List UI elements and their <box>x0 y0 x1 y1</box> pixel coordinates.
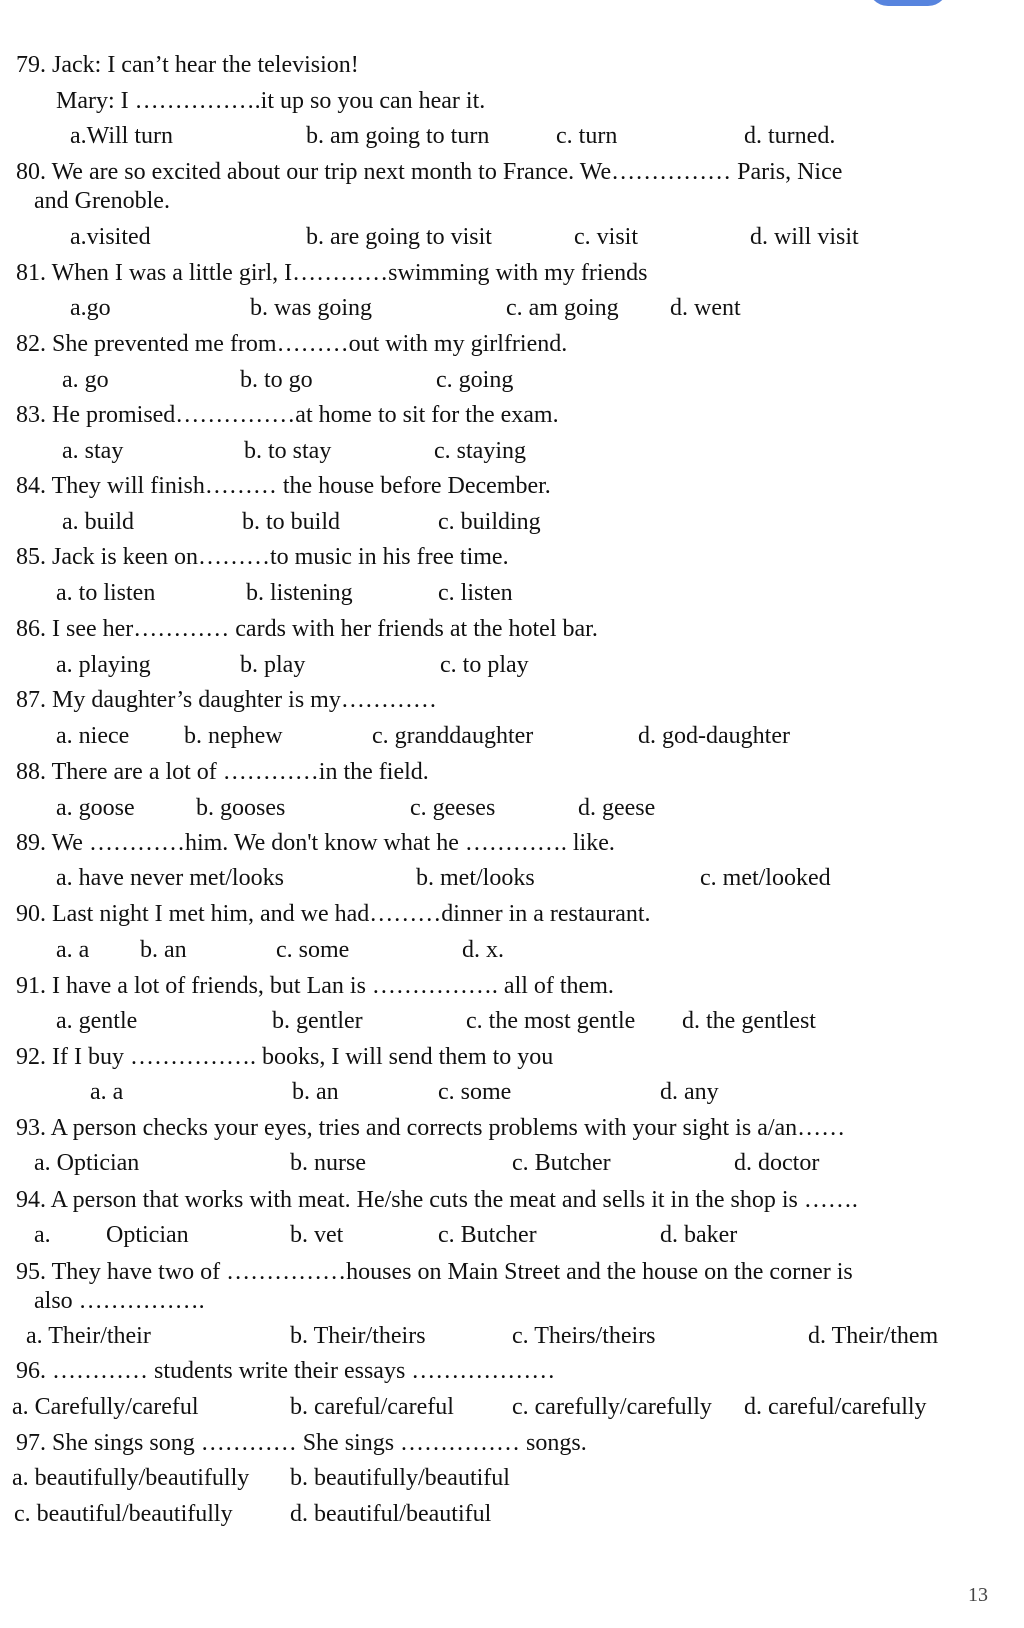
question-88-stem: 88. There are a lot of …………in the field. <box>16 759 429 785</box>
question-91-option-d: d. the gentlest <box>682 1008 816 1034</box>
question-91-option-b: b. gentler <box>272 1008 363 1034</box>
question-96-option-d: d. careful/carefully <box>744 1394 927 1420</box>
question-91-option-c: c. the most gentle <box>466 1008 636 1034</box>
question-90-option-b: b. an <box>140 937 187 963</box>
question-80-option-c: c. visit <box>574 224 638 250</box>
question-97-option-d: d. beautiful/beautiful <box>290 1501 492 1527</box>
question-87-option-a: a. niece <box>56 723 130 749</box>
question-83-option-c: c. staying <box>434 438 526 464</box>
question-80-option-a: a.visited <box>70 224 151 250</box>
question-88-option-b: b. gooses <box>196 795 286 821</box>
question-93-stem: 93. A person checks your eyes, tries and corrects problems with your sight is a/an…… <box>16 1115 846 1141</box>
question-86-option-a: a. playing <box>56 652 151 678</box>
question-94-option-a-letter: a. <box>34 1222 51 1248</box>
question-86-stem: 86. I see her………… cards with her friends at the hotel bar. <box>16 616 598 642</box>
question-87-stem: 87. My daughter’s daughter is my………… <box>16 687 437 713</box>
question-86-option-b: b. play <box>240 652 306 678</box>
question-95-option-d: d. Their/them <box>808 1323 939 1349</box>
question-96-option-c: c. carefully/carefully <box>512 1394 712 1420</box>
question-96-option-a: a. Carefully/careful <box>12 1394 199 1420</box>
question-94-option-c: c. Butcher <box>438 1222 537 1248</box>
question-83-stem: 83. He promised……………at home to sit for the exam. <box>16 402 559 428</box>
question-94-option-d: d. baker <box>660 1222 738 1248</box>
page-number: 13 <box>968 1584 988 1606</box>
question-81-stem: 81. When I was a little girl, I…………swimming with my friends <box>16 260 648 286</box>
question-87-option-b: b. nephew <box>184 723 283 749</box>
question-93-option-b: b. nurse <box>290 1150 366 1176</box>
question-92-option-c: c. some <box>438 1079 512 1105</box>
question-88-option-c: c. geeses <box>410 795 496 821</box>
question-79-stem-line2: Mary: I …………….it up so you can hear it. <box>56 88 486 114</box>
question-82-stem: 82. She prevented me from………out with my girlfriend. <box>16 331 568 357</box>
question-97-option-c: c. beautiful/beautifully <box>14 1501 233 1527</box>
question-81-option-b: b. was going <box>250 295 372 321</box>
question-87-option-c: c. granddaughter <box>372 723 534 749</box>
question-85-stem: 85. Jack is keen on………to music in his free time. <box>16 544 509 570</box>
question-83-option-b: b. to stay <box>244 438 332 464</box>
question-83-option-a: a. stay <box>62 438 124 464</box>
question-89-option-b: b. met/looks <box>416 865 535 891</box>
question-79-option-a: a.Will turn <box>70 123 174 149</box>
question-81-option-d: d. went <box>670 295 741 321</box>
question-95-option-c: c. Theirs/theirs <box>512 1323 656 1349</box>
question-84-stem: 84. They will finish……… the house before December. <box>16 473 551 499</box>
question-97-option-a: a. beautifully/beautifully <box>12 1465 250 1491</box>
question-79-option-d: d. turned. <box>744 123 836 149</box>
question-80-option-d: d. will visit <box>750 224 859 250</box>
question-91-stem: 91. I have a lot of friends, but Lan is ……………. all of them. <box>16 973 614 999</box>
scroll-indicator <box>868 0 948 6</box>
question-95-option-a: a. Their/their <box>26 1323 151 1349</box>
question-96-stem: 96. ………… students write their essays ……………… <box>16 1358 556 1384</box>
question-97-stem: 97. She sings song ………… She sings …………… songs. <box>16 1430 587 1456</box>
question-80-stem: 80. We are so excited about our trip next month to France. We…………… Paris, Nice <box>16 159 843 185</box>
question-93-option-c: c. Butcher <box>512 1150 611 1176</box>
question-95-stem: 95. They have two of ……………houses on Main Street and the house on the corner is <box>16 1259 853 1285</box>
question-79-option-b: b. am going to turn <box>306 123 490 149</box>
question-94-option-a: Optician <box>106 1222 189 1248</box>
question-85-option-a: a. to listen <box>56 580 156 606</box>
question-95-stem-line2: also ……………. <box>34 1288 205 1314</box>
question-88-option-d: d. geese <box>578 795 656 821</box>
question-93-option-a: a. Optician <box>34 1150 140 1176</box>
question-81-option-a: a.go <box>70 295 111 321</box>
question-90-option-c: c. some <box>276 937 350 963</box>
question-94-stem: 94. A person that works with meat. He/she cuts the meat and sells it in the shop is ……. <box>16 1187 858 1213</box>
question-80-stem-line2: and Grenoble. <box>34 188 170 214</box>
question-96-option-b: b. careful/careful <box>290 1394 454 1420</box>
question-84-option-a: a. build <box>62 509 134 535</box>
question-90-stem: 90. Last night I met him, and we had………dinner in a restaurant. <box>16 901 651 927</box>
question-85-option-c: c. listen <box>438 580 513 606</box>
question-90-option-d: d. x. <box>462 937 504 963</box>
question-81-option-c: c. am going <box>506 295 619 321</box>
question-82-option-b: b. to go <box>240 367 313 393</box>
question-89-option-c: c. met/looked <box>700 865 831 891</box>
question-80-option-b: b. are going to visit <box>306 224 492 250</box>
question-86-option-c: c. to play <box>440 652 529 678</box>
question-82-option-a: a. go <box>62 367 109 393</box>
question-82-option-c: c. going <box>436 367 514 393</box>
question-84-option-b: b. to build <box>242 509 341 535</box>
question-92-option-a: a. a <box>90 1079 124 1105</box>
question-90-option-a: a. a <box>56 937 90 963</box>
question-85-option-b: b. listening <box>246 580 353 606</box>
question-84-option-c: c. building <box>438 509 541 535</box>
question-97-option-b: b. beautifully/beautiful <box>290 1465 510 1491</box>
question-89-stem: 89. We …………him. We don't know what he …………. like. <box>16 830 615 856</box>
question-95-option-b: b. Their/theirs <box>290 1323 426 1349</box>
question-92-option-b: b. an <box>292 1079 339 1105</box>
question-79-stem: 79. Jack: I can’t hear the television! <box>16 52 359 78</box>
question-89-option-a: a. have never met/looks <box>56 865 284 891</box>
question-94-option-b: b. vet <box>290 1222 344 1248</box>
question-88-option-a: a. goose <box>56 795 135 821</box>
question-92-option-d: d. any <box>660 1079 719 1105</box>
question-91-option-a: a. gentle <box>56 1008 138 1034</box>
question-92-stem: 92. If I buy ……………. books, I will send them to you <box>16 1044 554 1070</box>
question-93-option-d: d. doctor <box>734 1150 820 1176</box>
question-87-option-d: d. god-daughter <box>638 723 790 749</box>
question-79-option-c: c. turn <box>556 123 618 149</box>
